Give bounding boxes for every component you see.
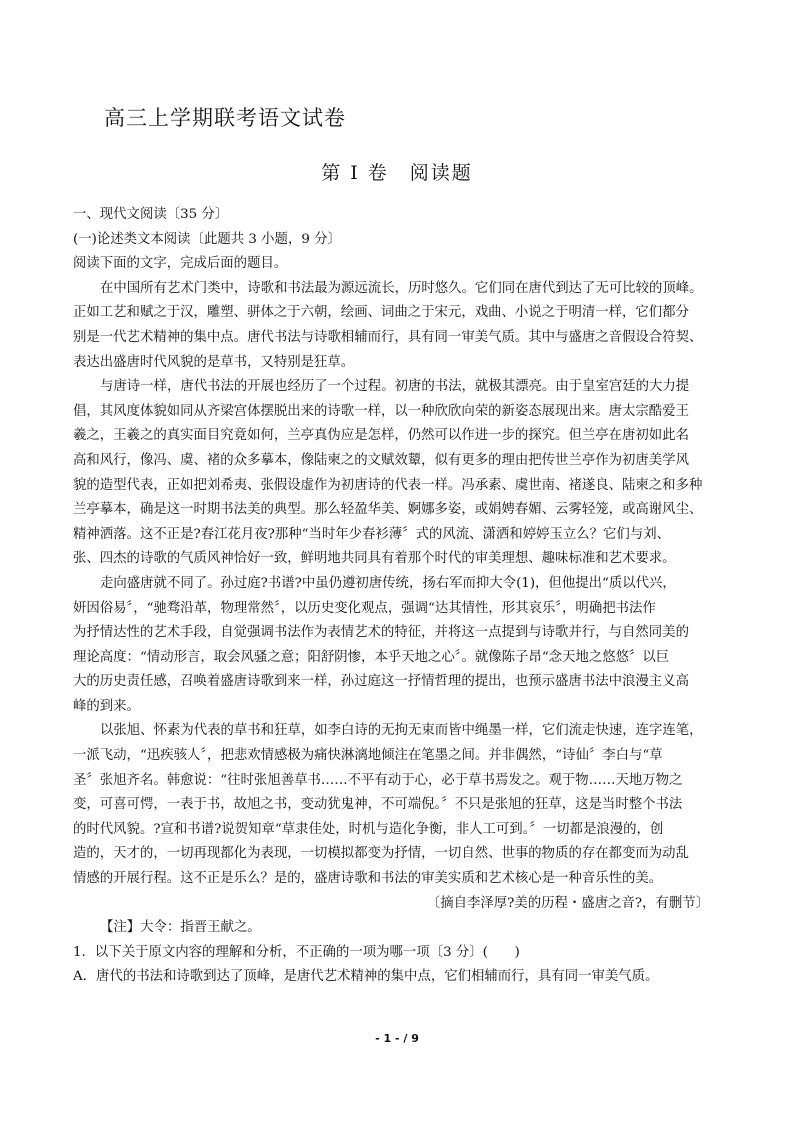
text-line: 〔摘自李泽厚?美的历程・盛唐之音?，有删节〕 xyxy=(426,895,709,911)
text-line: 高和风行，像冯、虞、褚的众多摹本，像陆柬之的文赋效颦，似有更多的理由把传世兰亭作为初唐美学风 xyxy=(73,452,689,468)
text-line: 在中国所有艺术门类中，诗歌和书法最为源远流长，历时悠久。它们同在唐代到达了无可比较的顶峰。 xyxy=(100,280,703,296)
text-line: 理论高度：“情动形言，取会风骚之意；阳舒阴惨，本乎天地之心〞。就像陈子昂“念天地之悠悠〞以巨 xyxy=(73,649,670,665)
text-line: (一)论述类文本阅读〔此题共 3 小题，9 分〕 xyxy=(73,231,341,247)
text-line: 以张旭、怀素为代表的草书和狂草，如李白诗的无拘无束而皆中绳墨一样，它们流走快速，连字连笔， xyxy=(100,723,703,739)
text-line: 妍因俗易〞，“驰骛沿革，物理常然〞，以历史变化观点，强调“达其情性，形其哀乐〞，明确把书法作 xyxy=(73,600,656,616)
text-line: 与唐诗一样，唐代书法的开展也经历了一个过程。初唐的书法，就极其漂亮。由于皇室宫廷的大力提 xyxy=(100,379,690,395)
text-line: 【注】大令：指晋王献之。 xyxy=(100,920,261,936)
exam-title: 高三上学期联考语文试卷 xyxy=(104,106,346,130)
text-line: 阅读下面的文字，完成后面的题目。 xyxy=(73,256,288,272)
text-line: 兰亭摹本，确是这一时期书法美的典型。那么轻盈华美、婀娜多姿，或娟娉春媚、云雾轻笼，或高谢风尘、 xyxy=(73,502,703,518)
text-line: 造的，天才的，一切再现都化为表现，一切模拟都变为抒情，一切自然、世事的物质的存在都变而为动乱 xyxy=(73,846,689,862)
text-line: 变，可喜可愕，一表于书，故旭之书，变动犹鬼神，不可端倪。〞不只是张旭的狂草，这是当时整个书法 xyxy=(73,797,683,813)
text-line: 羲之，王羲之的真实面目究竟如何，兰亭真伪应是怎样，仍然可以作进一步的探究。但兰亭在唐初如此名 xyxy=(73,428,689,444)
volume-title: 第 I 卷 阅读题 xyxy=(321,162,473,184)
text-line: 貌的造型代表，正如把刘希夷、张假设虚作为初唐诗的代表一样。冯承素、虞世南、褚遂良、陆柬之和多种 xyxy=(73,477,703,493)
text-line: 走向盛唐就不同了。孙过庭?书谱?中虽仍遵初唐传统，扬右军而抑大令(1)，但他提出“质以代兴， xyxy=(100,575,676,591)
document-body xyxy=(73,203,721,990)
text-line: 情感的开展行程。这不正是乐么？是的，盛唐诗歌和书法的审美实质和艺术核心是一种音乐性的美。 xyxy=(73,871,663,887)
text-line: 一、现代文阅读〔35 分〕 xyxy=(73,207,229,222)
text-line: 倡，其风度体貌如同从齐梁宫体摆脱出来的诗歌一样，以一种欣欣向荣的新姿态展现出来。唐太宗酷爱王 xyxy=(73,403,689,419)
text-line: 表达出盛唐时代风貌的是草书，又特别是狂草。 xyxy=(73,354,355,370)
text-line: 一派飞动，“迅疾骇人〞，把悲欢情感极为痛快淋漓地倾注在笔墨之间。并非偶然，“诗仙〞李白与“草 xyxy=(73,748,663,764)
text-line: 大的历史责任感，召唤着盛唐诗歌到来一样，孙过庭这一抒情哲理的提出，也预示盛唐书法中浪漫主义高 xyxy=(73,674,689,690)
text-line: 圣〞张旭齐名。韩愈说：“往时张旭善草书……不平有动于心，必于草书焉发之。观于物……天地万物之 xyxy=(73,772,683,788)
text-line: 为抒情达性的艺术手段，自觉强调书法作为表情艺术的特征，并将这一点提到与诗歌并行，与自然同美的 xyxy=(73,625,689,641)
text-line: 1．以下关于原文内容的理解和分析，不正确的一项为哪一项〔3 分〕( ) xyxy=(73,944,520,960)
page-number: - 1 - / 9 xyxy=(375,1032,419,1045)
text-line: 的时代风貌。?宣和书谱?说贺知章“草隶佳处，时机与造化争衡，非人工可到。〞一切都是浪漫的，创 xyxy=(73,821,664,837)
text-line: A．唐代的书法和诗歌到达了顶峰，是唐代艺术精神的集中点，它们相辅而行，具有同一审美气质。 xyxy=(73,969,659,985)
text-line: 精神洒落。这不正是?春江花月夜?那种“当时年少春衫薄〞式的风流、潇洒和婷婷玉立么？它们与刘、 xyxy=(73,526,670,542)
text-line: 别是一代艺术精神的集中点。唐代书法与诗歌相辅而行，具有同一审美气质。其中与盛唐之音假设合符契、 xyxy=(73,329,703,345)
text-line: 正如工艺和赋之于汉，雕塑、骈体之于六朝，绘画、词曲之于宋元，戏曲、小说之于明清一样，它们都分 xyxy=(73,305,689,321)
text-line: 张、四杰的诗歌的气质风神恰好一致，鲜明地共同具有着那个时代的审美理想、趣味标准和艺术要求。 xyxy=(73,551,676,567)
text-line: 峰的到来。 xyxy=(73,698,140,714)
